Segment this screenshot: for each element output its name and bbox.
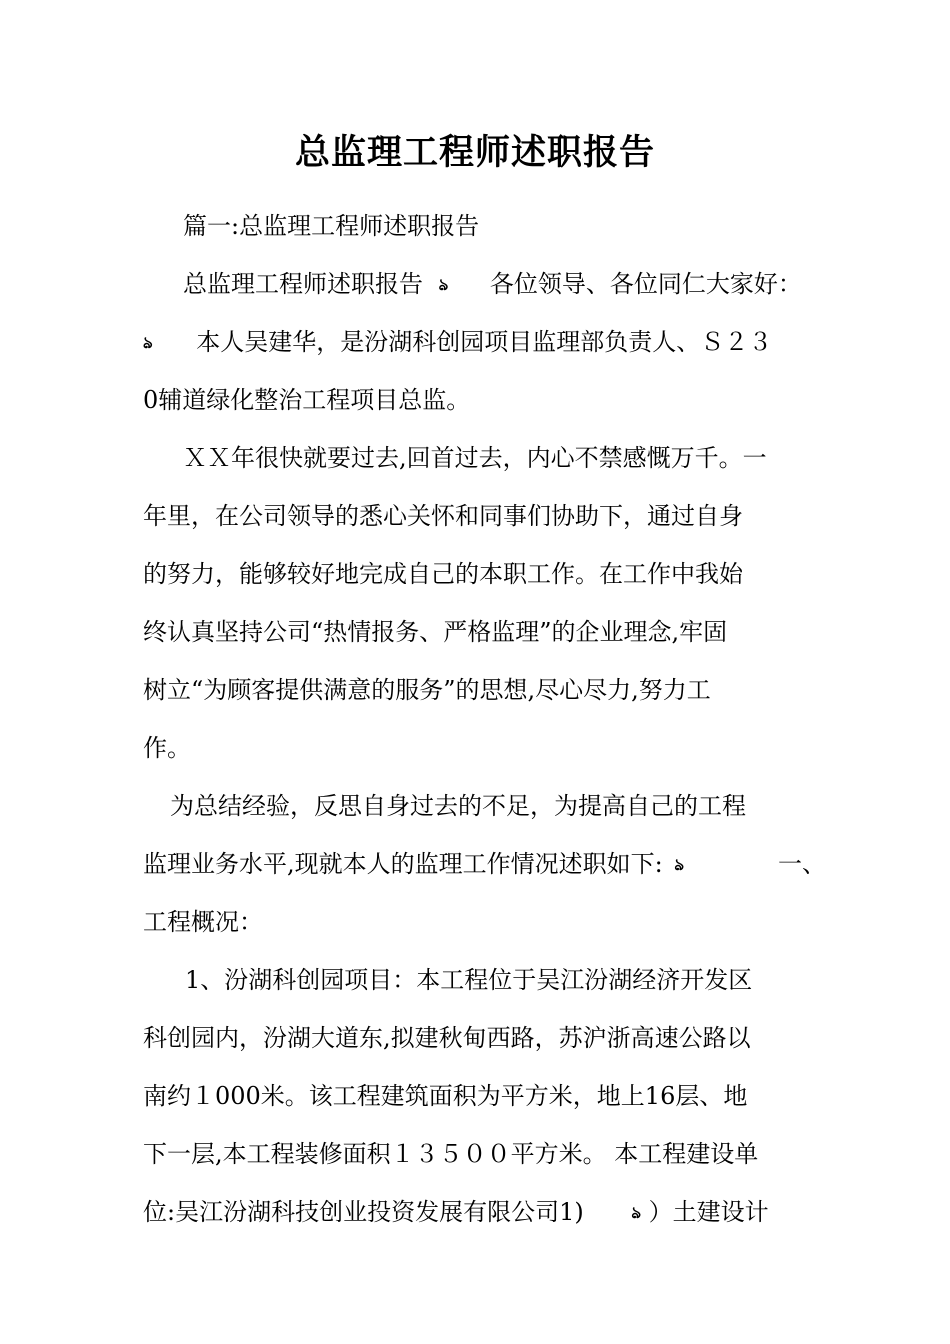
paragraph-line: 南约１000米。该工程建筑面积为平方米，地上16层、地 xyxy=(143,1082,748,1110)
paragraph-line: 作。 xyxy=(143,734,191,762)
paragraph-line: ＸＸ年很快就要过去,回首过去，内心不禁感慨万千。一 xyxy=(183,444,767,472)
paragraph-text: 位:吴江汾湖科技创业投资发展有限公司1) xyxy=(143,1198,584,1226)
paragraph-text: 监理业务水平,现就本人的监理工作情况述职如下: xyxy=(143,850,663,878)
paragraph-text: 本人吴建华，是汾湖科创园项目监理部负责人、Ｓ２３ xyxy=(196,328,773,356)
section-heading-text: 篇一:总监理工程师述职报告 xyxy=(183,212,480,240)
paragraph-line: 为总结经验，反思自身过去的不足，为提高自己的工程 xyxy=(170,792,746,820)
line-break-mark-icon: ঌ xyxy=(438,275,449,294)
paragraph-line: 终认真坚持公司“热情报务、严格监理”的企业理念,牢固 xyxy=(143,618,728,646)
greeting-text: 各位领导、各位同仁大家好： xyxy=(489,270,802,298)
document-title: 总监理工程师述职报告 xyxy=(294,132,655,173)
paragraph-line: 1、汾湖科创园项目：本工程位于吴江汾湖经济开发区 xyxy=(185,966,753,994)
paragraph-line xyxy=(143,846,684,883)
paragraph-line xyxy=(143,1194,769,1231)
paragraph-text: ）土建设计 xyxy=(648,1198,769,1226)
paragraph-line: 0辅道绿化整治工程项目总监。 xyxy=(143,386,471,414)
line-break-mark-icon: ঌ xyxy=(143,333,153,352)
paragraph-line: 年里，在公司领导的悉心关怀和同事们协助下，通过自身 xyxy=(143,502,743,530)
paragraph-line: 树立“为顾客提供满意的服务”的思想,尽心尽力,努力工 xyxy=(143,676,711,704)
paragraph-line: 下一层,本工程装修面积１３５００平方米。 本工程建设单 xyxy=(143,1140,759,1168)
paragraph-line: 的努力，能够较好地完成自己的本职工作。在工作中我始 xyxy=(143,560,743,588)
report-heading-text: 总监理工程师述职报告 xyxy=(183,270,423,298)
paragraph-line xyxy=(143,324,772,361)
line-break-mark-icon: ঌ xyxy=(631,1203,641,1222)
paragraph-line xyxy=(183,266,802,303)
line-break-mark-icon: ঌ xyxy=(674,855,684,874)
paragraph-line: 科创园内，汾湖大道东,拟建秋甸西路，苏沪浙高速公路以 xyxy=(143,1024,751,1052)
section-heading xyxy=(183,208,479,244)
section-number: 一、 xyxy=(778,850,826,878)
paragraph-line: 工程概况： xyxy=(143,908,263,936)
